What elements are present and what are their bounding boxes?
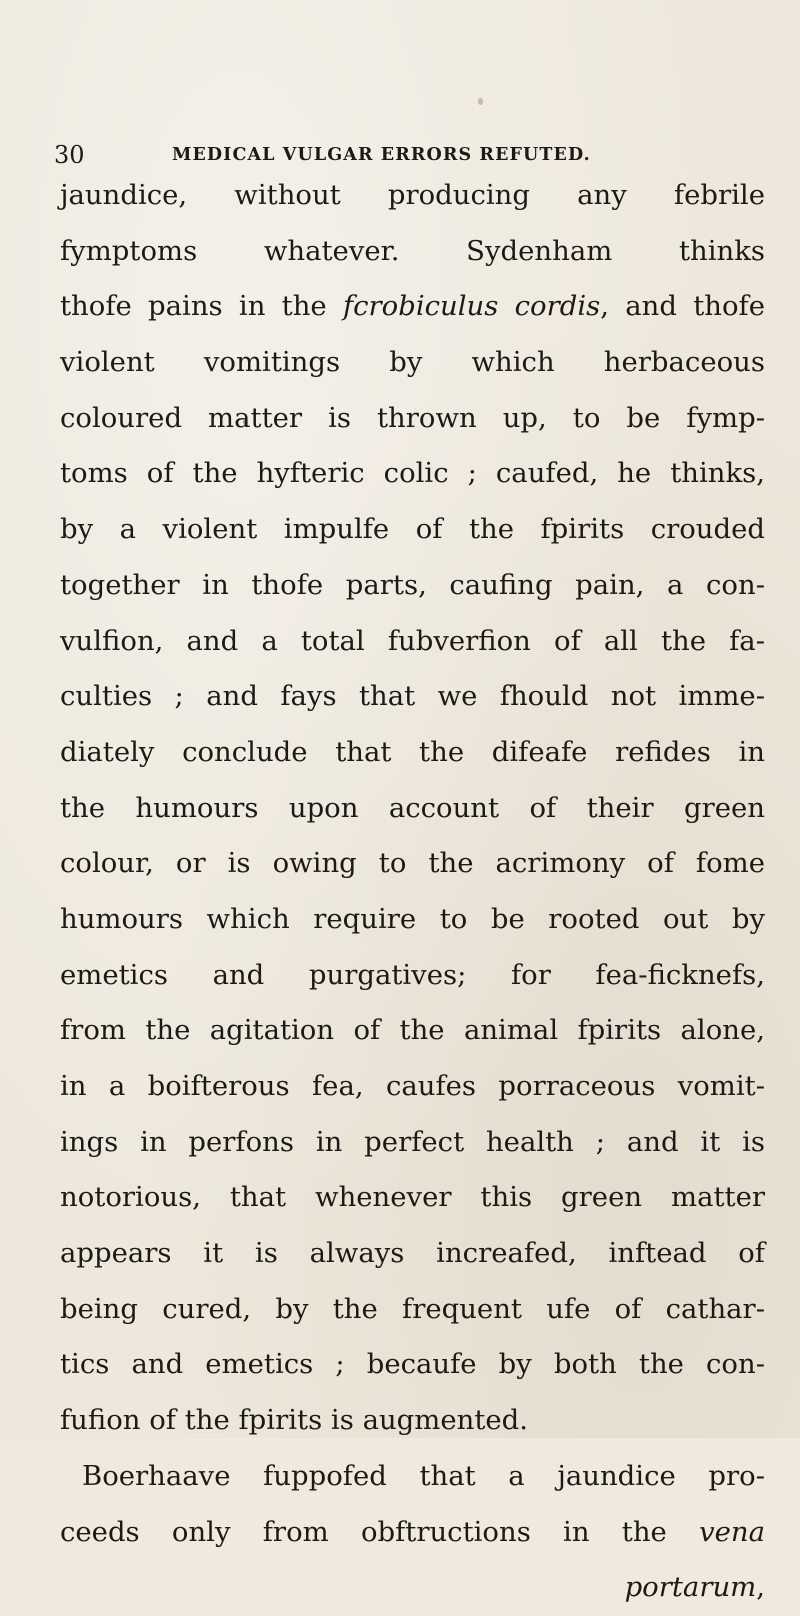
paper-speck: [478, 98, 483, 105]
text-line: thofe pains in the fcrobiculus cordis, and thofe: [60, 290, 765, 323]
text-line: ceeds only from obftructions in the vena: [60, 1515, 765, 1548]
text-line: appears it is always increafed, inftead of: [60, 1237, 765, 1270]
text-line: emetics and purgatives; for fea-ficknefs,: [60, 958, 765, 991]
text-line: ings in perfons in perfect health ; and it is: [60, 1125, 765, 1158]
text-line: fufion of the fpirits is augmented.: [60, 1404, 529, 1437]
text-line: humours which require to be rooted out by: [60, 902, 765, 935]
text-line: being cured, by the frequent ufe of cathar-: [60, 1292, 765, 1325]
latin-term: fcrobiculus cordis: [342, 290, 601, 323]
text-line: toms of the hyfteric colic ; caufed, he thinks,: [60, 457, 765, 490]
text-line: culties ; and fays that we fhould not imme-: [60, 680, 765, 713]
text-line: Boerhaave fuppofed that a jaundice pro-: [82, 1459, 765, 1492]
text-line: fymptoms whatever. Sydenham thinks: [60, 234, 765, 267]
text-line: coloured matter is thrown up, to be fymp-: [60, 401, 765, 434]
text-line: violent vomitings by which herbaceous: [60, 346, 765, 379]
text-line: tics and emetics ; becaufe by both the con-: [60, 1348, 765, 1381]
latin-term: portarum: [624, 1571, 757, 1604]
page-number: 30: [54, 141, 85, 169]
text-line: colour, or is owing to the acrimony of fome: [60, 847, 765, 880]
text-line: notorious, that whenever this green matter: [60, 1181, 765, 1214]
running-head: MEDICAL VULGAR ERRORS REFUTED.: [172, 145, 591, 165]
text-line: diately conclude that the difeafe refides in: [60, 735, 765, 768]
text-line: from the agitation of the animal fpirits alone,: [60, 1014, 765, 1047]
text-line: vulfion, and a total fubverfion of all the fa-: [60, 624, 765, 657]
text-line: by a violent impulfe of the fpirits crouded: [60, 513, 765, 546]
body-text: [60, 168, 765, 1616]
text-line: the humours upon account of their green: [60, 791, 765, 824]
latin-term: vena: [699, 1515, 765, 1548]
text-line: jaundice, without producing any febrile: [60, 179, 765, 211]
text-line: together in thofe parts, caufing pain, a con-: [60, 568, 765, 601]
text-line: in a boifterous fea, caufes porraceous vomit-: [60, 1070, 765, 1102]
catchword-line: portarum,: [624, 1571, 765, 1604]
